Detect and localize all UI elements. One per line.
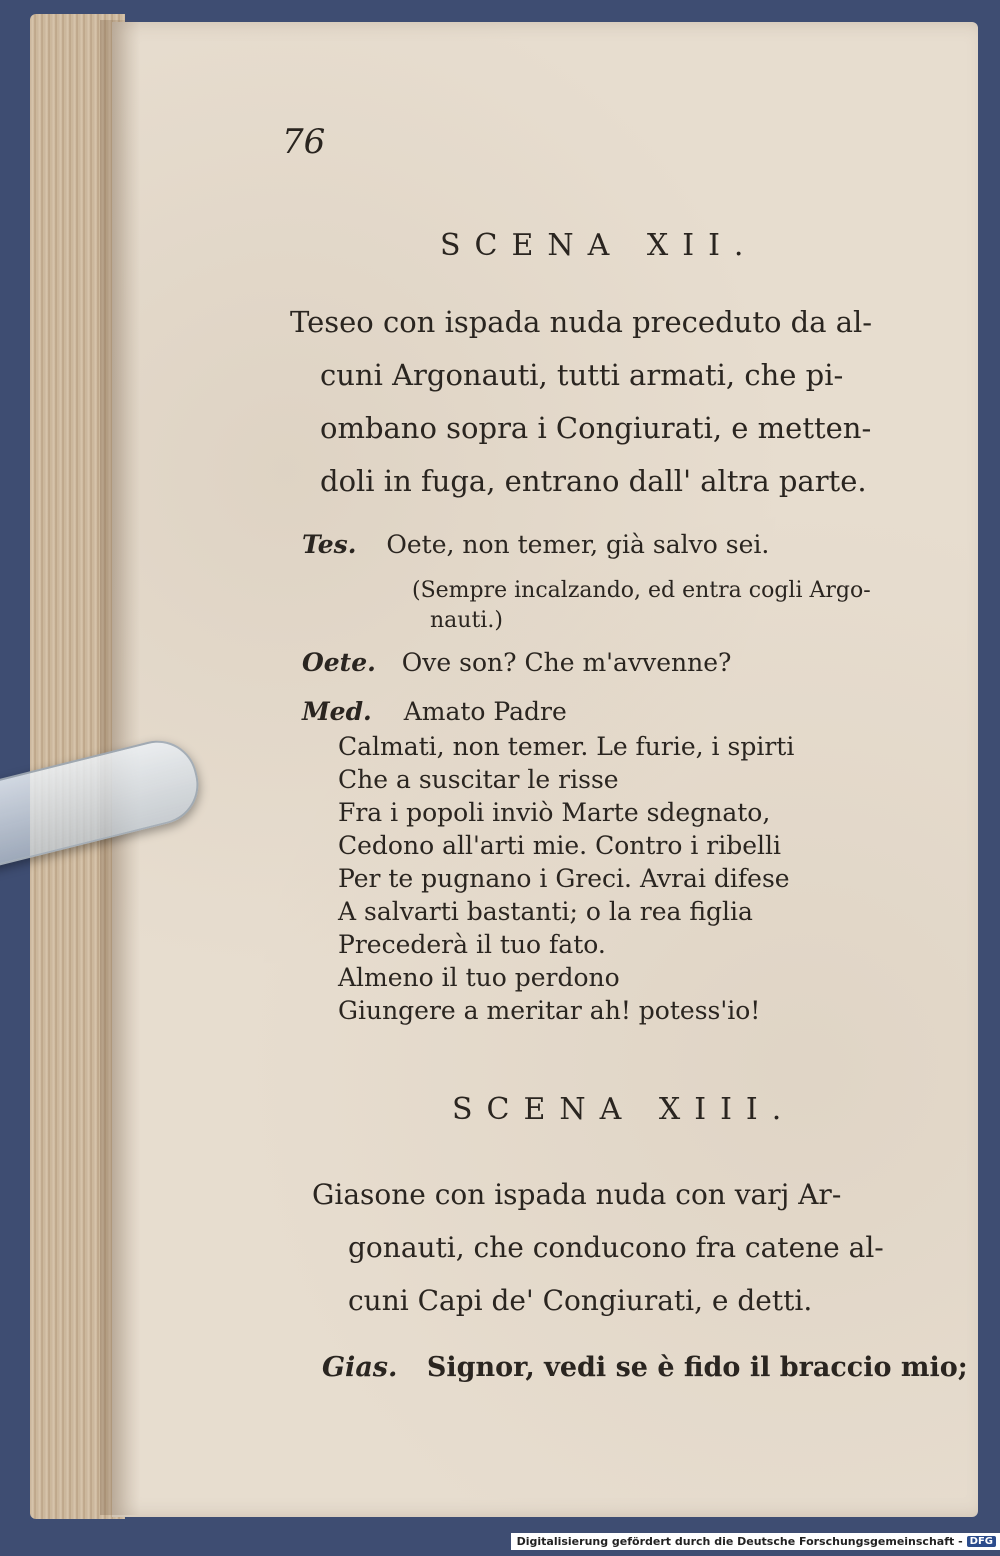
verse-line: Giungere a meritar ah! potess'io! — [338, 996, 761, 1025]
speech-medea — [302, 697, 567, 726]
verse-line: Almeno il tuo perdono — [338, 963, 620, 992]
digitization-credit — [511, 1533, 1000, 1550]
stage-direction-line-2: nauti.) — [430, 608, 503, 633]
speaker-oete: Oete. — [302, 648, 376, 677]
scene-12-stage-line-3: ombano sopra i Congiurati, e metten- — [320, 411, 872, 445]
speech-giasone-text: Signor, vedi se è fido il braccio mio; — [426, 1352, 968, 1383]
speaker-giasone: Gias. — [322, 1352, 398, 1383]
scene-13-stage-line-2: gonauti, che conducono fra catene al- — [348, 1231, 884, 1264]
speaker-teseo: Tes. — [302, 530, 357, 559]
scene-13-stage-line-3: cuni Capi de' Congiurati, e detti. — [348, 1284, 813, 1317]
verse-line: A salvarti bastanti; o la rea figlia — [338, 897, 753, 926]
page-number: 76 — [282, 122, 326, 162]
speech-teseo-text: Oete, non temer, già salvo sei. — [386, 530, 770, 559]
verse-line: Fra i popoli inviò Marte sdegnato, — [338, 798, 771, 827]
verse-line: Cedono all'arti mie. Contro i ribelli — [338, 831, 782, 860]
verse-line: Precederà il tuo fato. — [338, 930, 606, 959]
scene-13-title: SCENA XIII. — [452, 1092, 796, 1127]
speaker-medea: Med. — [302, 697, 372, 726]
dfg-logo-icon: DFG — [967, 1536, 996, 1547]
speech-oete-text: Ove son? Che m'avvenne? — [401, 648, 732, 677]
stage-direction-line-1: (Sempre incalzando, ed entra cogli Argo- — [412, 578, 871, 603]
verse-line: Calmati, non temer. Le furie, i spirti — [338, 732, 795, 761]
credit-text: Digitalisierung gefördert durch die Deutsche Forschungsgemeinschaft - — [516, 1535, 963, 1548]
medea-verses — [338, 730, 794, 1027]
scene-12-title: SCENA XII. — [440, 228, 758, 263]
speech-teseo — [302, 530, 769, 559]
verse-line: Che a suscitar le risse — [338, 765, 619, 794]
scene-12-stage-line-2: cuni Argonauti, tutti armati, che pi- — [320, 358, 844, 392]
speech-medea-text: Amato Padre — [403, 697, 567, 726]
verse-line: Per te pugnano i Greci. Avrai difese — [338, 864, 790, 893]
scene-12-stage-line-4: doli in fuga, entrano dall' altra parte. — [320, 464, 867, 498]
scene-12-stage-line-1: Teseo con ispada nuda preceduto da al- — [290, 305, 873, 339]
speech-oete — [302, 648, 731, 677]
speech-giasone — [322, 1352, 968, 1383]
scene-13-stage-line-1: Giasone con ispada nuda con varj Ar- — [312, 1178, 842, 1211]
